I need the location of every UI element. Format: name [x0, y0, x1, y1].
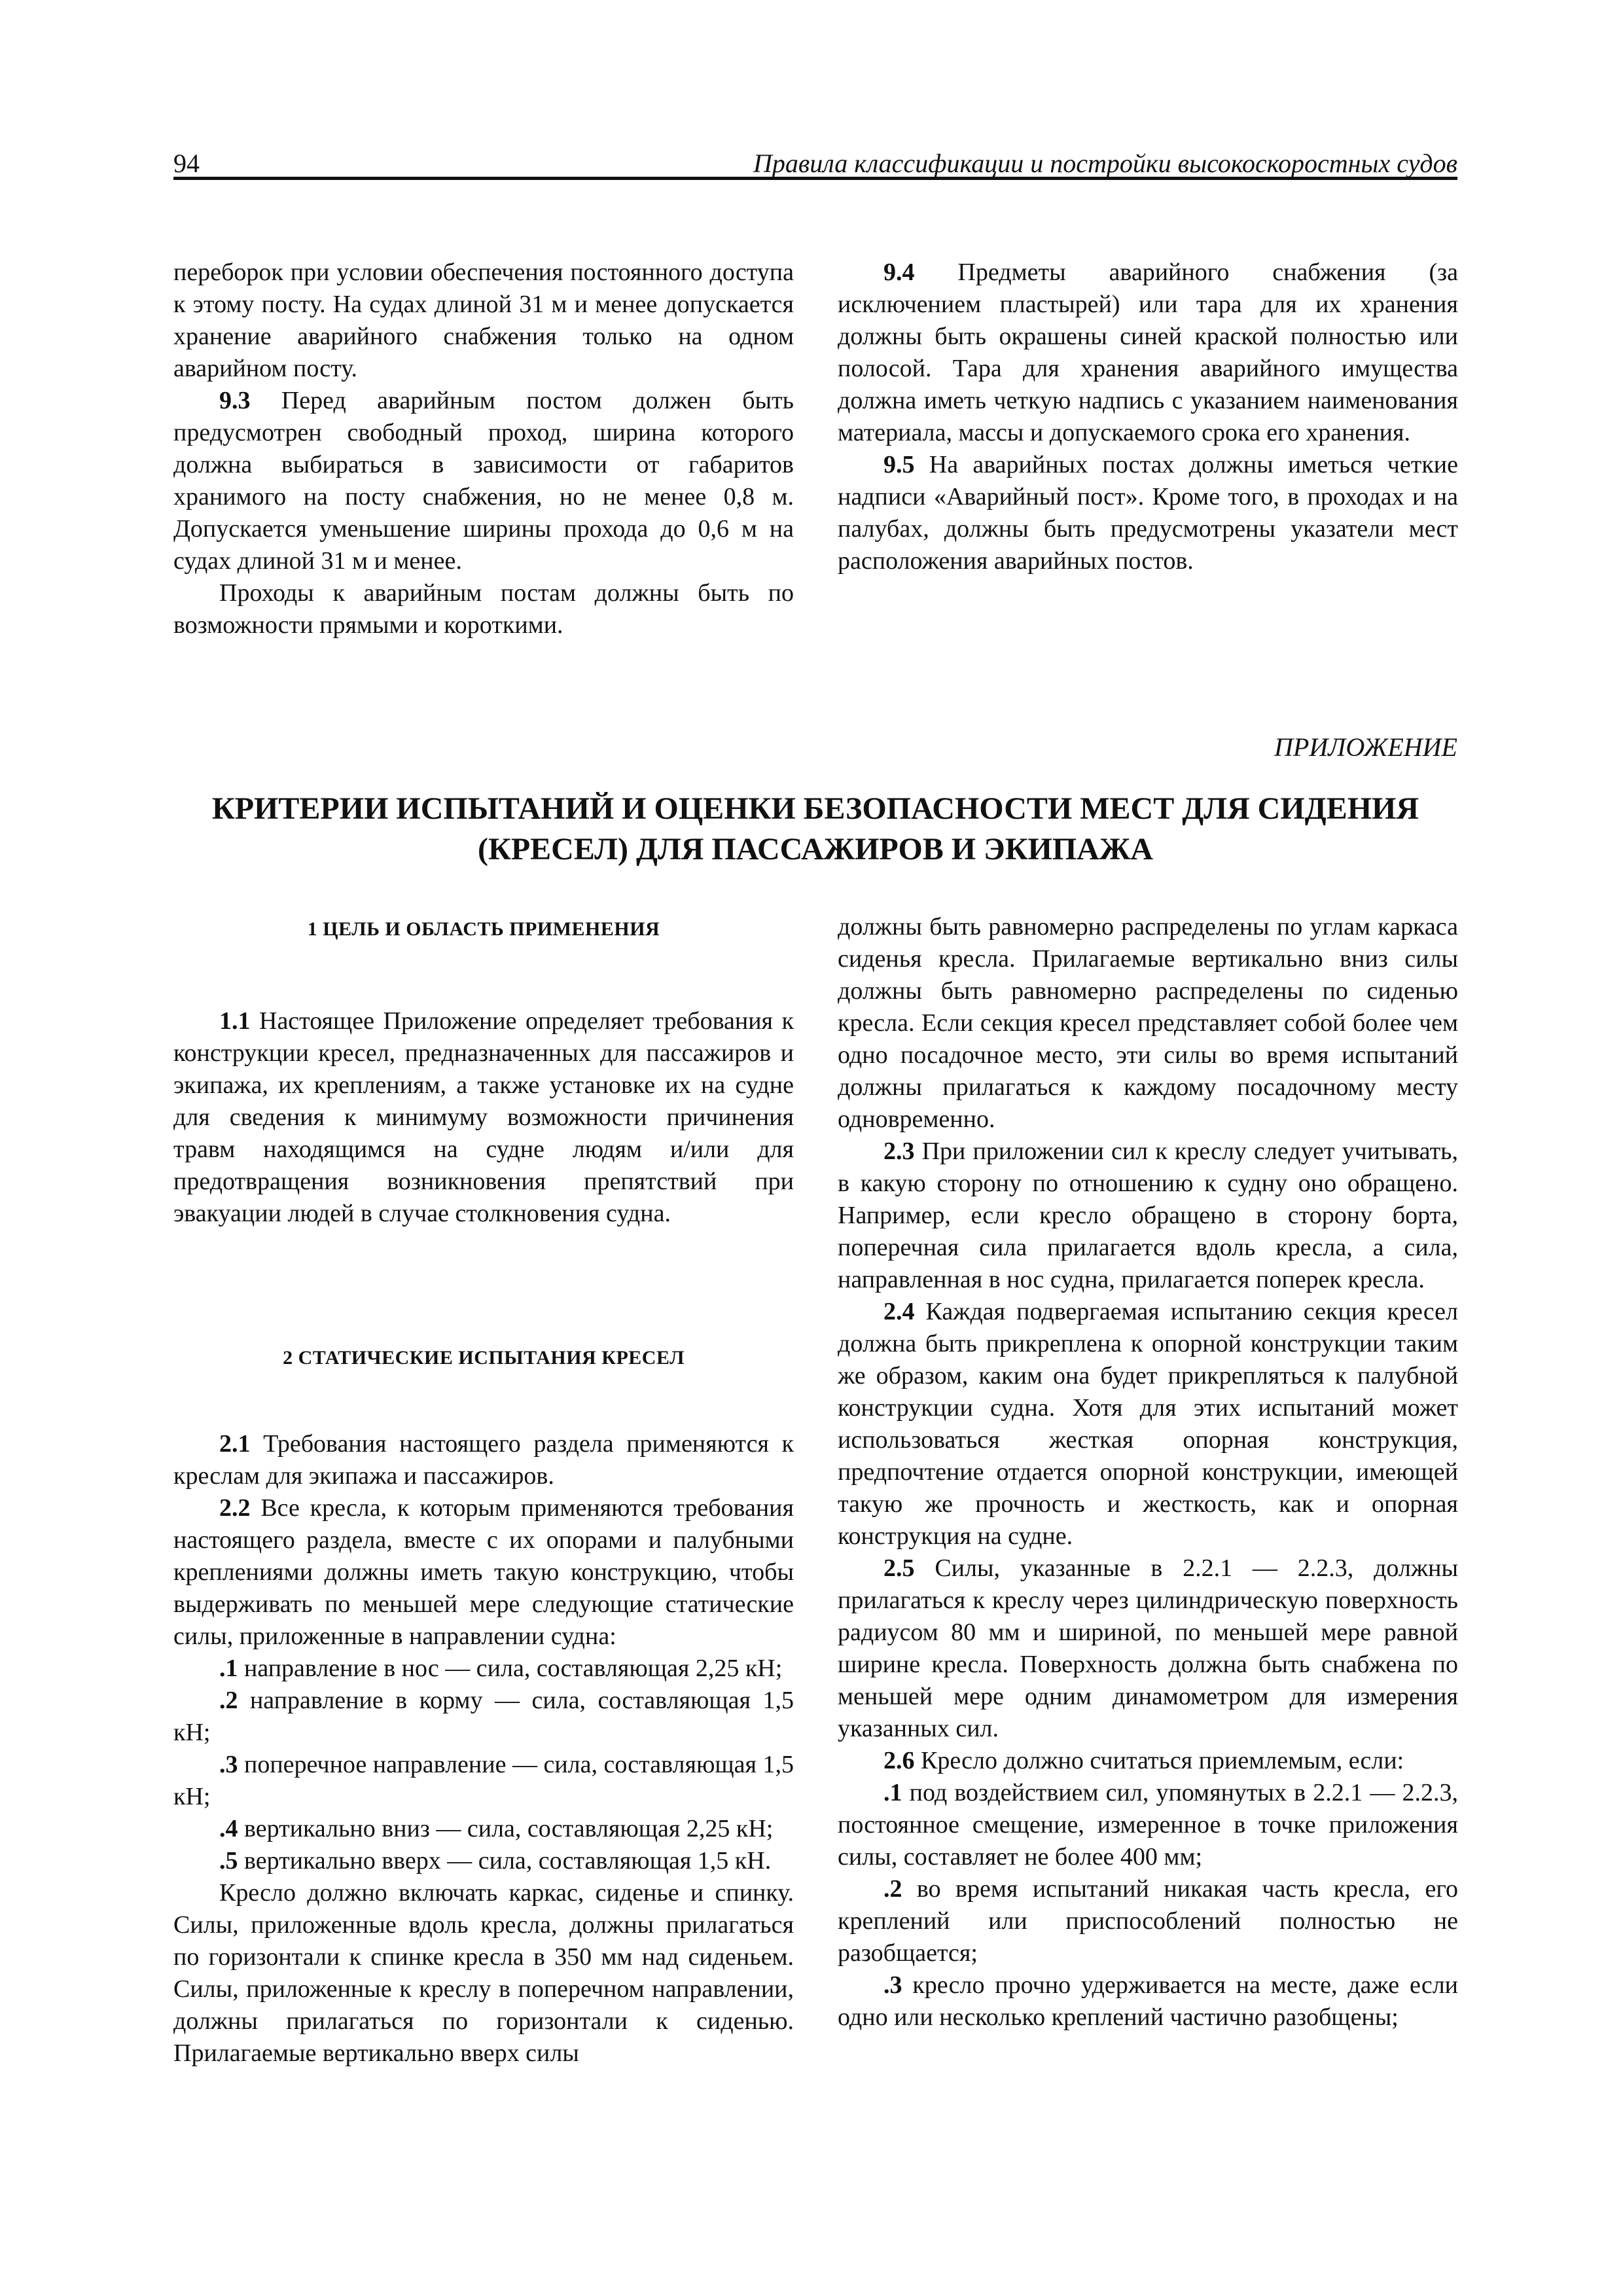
- paragraph: переборок при условии обеспечения постоянного доступа к этому посту. На судах длиной 31 м и менее допускается хранение аварийного снабжения только на одном аварийном посту.: [173, 259, 794, 382]
- clause-number: 9.5: [883, 451, 915, 478]
- clause-number: 2.2: [219, 1494, 251, 1522]
- clause-number: 1.1: [219, 1007, 251, 1035]
- bottom-right-column: [838, 911, 1458, 2034]
- header-rule: [173, 177, 1457, 180]
- paragraph-text: Предметы аварийного снабжения (за исключением пластырей) или тара для их хранения должны быть окрашены синей краской полностью или полосой. Тара для хранения аварийного имущества должна иметь четкую надпись с указанием наименования материала, массы и допускаемого срока его хранения.: [838, 259, 1458, 446]
- top-right-column: [838, 257, 1458, 577]
- running-title: Правила классификации и постройки высокоскоростных судов: [753, 149, 1457, 178]
- item-text: направление в нос — сила, составляющая 2,25 кН;: [238, 1655, 783, 1682]
- page-number: 94: [173, 149, 200, 178]
- paragraph-text: Требования настоящего раздела применяются к креслам для экипажа и пассажиров.: [173, 1430, 794, 1490]
- paragraph-2-1: [173, 1428, 794, 1492]
- main-title-line: КРИТЕРИИ ИСПЫТАНИЙ И ОЦЕНКИ БЕЗОПАСНОСТИ МЕСТ ДЛЯ СИДЕНИЯ: [211, 791, 1419, 826]
- list-item: [173, 1813, 794, 1845]
- paragraph-9-4: [838, 257, 1458, 449]
- paragraph-2-4: [838, 1296, 1458, 1552]
- page-header: [173, 143, 1457, 182]
- clause-number: 2.6: [883, 1747, 915, 1774]
- clause-number: 9.4: [883, 259, 915, 286]
- clause-number: 2.5: [883, 1554, 915, 1582]
- item-text: под воздействием сил, упомянутых в 2.2.1 — 2.2.3, постоянное смещение, измеренное в точке приложения силы, составляет не более 400 мм;: [838, 1779, 1458, 1871]
- list-item: [173, 1749, 794, 1813]
- section-heading: 1 ЦЕЛЬ И ОБЛАСТЬ ПРИМЕНЕНИЯ: [307, 918, 660, 940]
- appendix-label: ПРИЛОЖЕНИЕ: [1274, 732, 1457, 762]
- item-text: во время испытаний никакая часть кресла, его креплений или приспособлений полностью не разобщается;: [838, 1875, 1458, 1967]
- list-item: [838, 1873, 1458, 1969]
- paragraph-text: На аварийных постах должны иметься четкие надписи «Аварийный пост». Кроме того, в проходах и на палубах, должны быть предусмотрены указатели мест расположения аварийных постов.: [838, 451, 1458, 575]
- paragraph-text: При приложении сил к креслу следует учитывать, в какую сторону по отношению к судну оно обращено. Например, если кресло обращено в сторону борта, поперечная сила прилагается вдоль кресла, а сила, направленная в нос судна, прилагается поперек кресла.: [838, 1138, 1458, 1293]
- paragraph-9-3: [173, 385, 794, 577]
- list-item: [838, 1969, 1458, 2034]
- clause-number: 2.3: [883, 1138, 915, 1165]
- paragraph-text: Каждая подвергаемая испытанию секция кресел должна быть прикреплена к опорной конструкции таким же образом, каким она будет прикрепляться к палубной конструкции судна. Хотя для этих испытаний может использоваться жесткая опорная конструкция, предпочтение отдается опорной конструкции, имеющей такую же прочность и жесткость, как и опорная конструкция на судне.: [838, 1298, 1458, 1550]
- paragraph: Кресло должно включать каркас, сиденье и спинку. Силы, приложенные вдоль кресла, должны прилагаться по горизонтали к спинке кресла в 350 мм над сиденьем. Силы, приложенные к креслу в поперечном направлении, должны прилагаться по горизонтали к сиденью. Прилагаемые вертикально вверх силы: [173, 1879, 794, 2067]
- item-text: поперечное направление — сила, составляющая 1,5 кН;: [173, 1751, 794, 1810]
- list-item: [173, 1653, 794, 1685]
- item-number: .3: [219, 1751, 238, 1778]
- item-number: .2: [219, 1687, 238, 1714]
- paragraph-2-5: [838, 1552, 1458, 1745]
- paragraph-2-2: [173, 1492, 794, 1653]
- item-text: вертикально вниз — сила, составляющая 2,25 кН;: [238, 1815, 774, 1842]
- clause-number: 2.1: [219, 1430, 251, 1458]
- list-item: [173, 1685, 794, 1749]
- paragraph-text: Настоящее Приложение определяет требования к конструкции кресел, предназначенных для пассажиров и экипажа, их креплениям, а также установке их на судне для сведения к минимуму возможности причинения травм находящимся на судне людям и/или для предотвращения возникновения препятствий при эвакуации людей в случае столкновения судна.: [173, 1007, 794, 1227]
- item-number: .3: [883, 1971, 902, 1999]
- paragraph-1-1: [173, 1005, 794, 1230]
- section-1-body: [173, 1005, 794, 1230]
- paragraph: Проходы к аварийным постам должны быть по возможности прямыми и короткими.: [173, 579, 794, 639]
- main-title-line: (КРЕСЕЛ) ДЛЯ ПАССАЖИРОВ И ЭКИПАЖА: [478, 832, 1153, 867]
- item-text: кресло прочно удерживается на месте, даже если одно или несколько креплений частично разобщены;: [838, 1971, 1458, 2031]
- list-item: [838, 1777, 1458, 1873]
- list-item: [173, 1845, 794, 1877]
- item-number: .4: [219, 1815, 238, 1842]
- paragraph-text: Перед аварийным постом должен быть предусмотрен свободный проход, ширина которого должна выбираться в зависимости от габаритов хранимого на посту снабжения, но не менее 0,8 м. Допускается уменьшение ширины прохода до 0,6 м на судах длиной 31 м и менее.: [173, 387, 794, 575]
- paragraph-text: Кресло должно считаться приемлемым, если:: [914, 1747, 1404, 1774]
- section-2-body: [173, 1428, 794, 2070]
- paragraph-9-5: [838, 449, 1458, 577]
- item-number: .2: [883, 1875, 902, 1903]
- item-number: .1: [219, 1655, 238, 1682]
- clause-number: 2.4: [883, 1298, 915, 1325]
- section-heading: 2 СТАТИЧЕСКИЕ ИСПЫТАНИЯ КРЕСЕЛ: [283, 1347, 685, 1369]
- top-left-column: [173, 257, 794, 641]
- main-title: [173, 789, 1457, 870]
- item-number: .1: [883, 1779, 902, 1806]
- paragraph-2-3: [838, 1136, 1458, 1296]
- item-number: .5: [219, 1847, 238, 1874]
- paragraph-text: Силы, указанные в 2.2.1 — 2.2.3, должны прилагаться к креслу через цилиндрическую поверхность радиусом 80 мм и шириной, по меньшей мере равной ширине кресла. Поверхность должна быть снабжена по меньшей мере одним динамометром для измерения указанных сил.: [838, 1554, 1458, 1742]
- paragraph: должны быть равномерно распределены по углам каркаса сиденья кресла. Прилагаемые вертикально вниз силы должны быть равномерно распределены по сиденью кресла. Если секция кресел представляет собой более чем одно посадочное место, эти силы во время испытаний должны прилагаться к каждому посадочному месту одновременно.: [838, 913, 1458, 1133]
- clause-number: 9.3: [219, 387, 251, 414]
- paragraph-text: Все кресла, к которым применяются требования настоящего раздела, вместе с их опорами и палубными креплениями должны иметь такую конструкцию, чтобы выдерживать по меньшей мере следующие статические силы, приложенные в направлении судна:: [173, 1494, 794, 1650]
- item-text: вертикально вверх — сила, составляющая 1,5 кН.: [238, 1847, 772, 1874]
- paragraph-2-6: [838, 1745, 1458, 1777]
- item-text: направление в корму — сила, составляющая 1,5 кН;: [173, 1687, 794, 1746]
